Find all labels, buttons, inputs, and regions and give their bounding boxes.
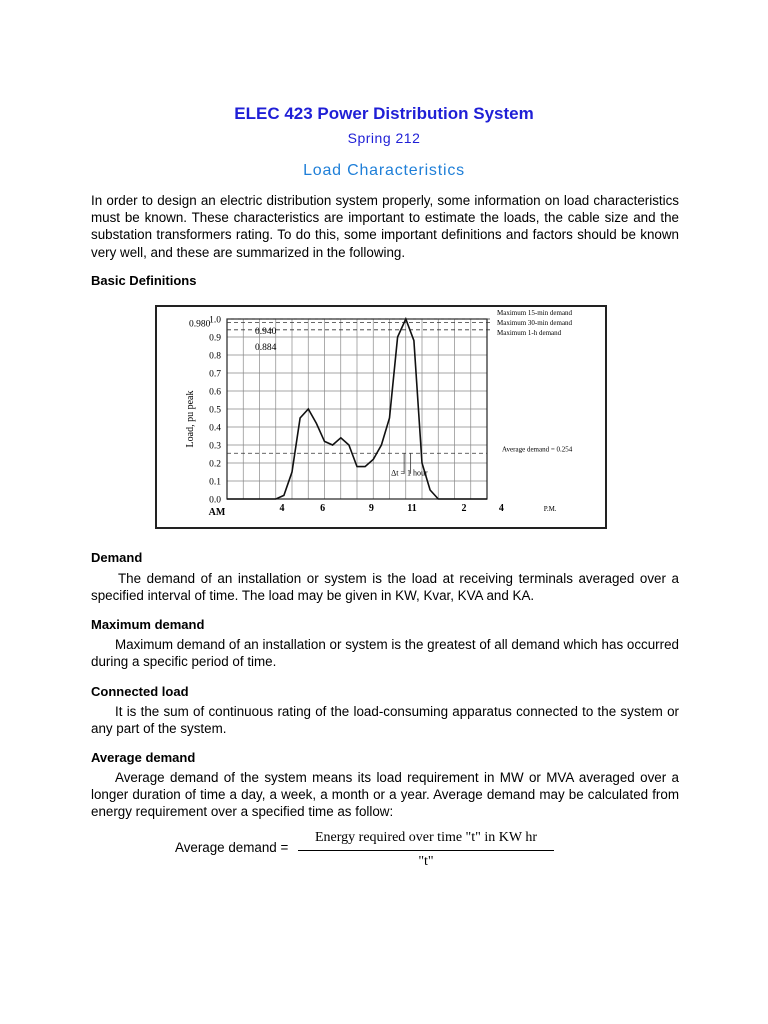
basic-definitions-heading: Basic Definitions — [91, 273, 197, 288]
formula-denominator: "t" — [418, 854, 434, 869]
average-demand-heading: Average demand — [91, 750, 196, 765]
maximum-demand-paragraph: Maximum demand of an installation or system is the greatest of all demand which has occurred during a specific period of time. — [91, 637, 679, 670]
x-tick-label: 11 — [407, 503, 417, 514]
y-tick-label: 0.8 — [209, 351, 221, 362]
fraction-bar — [298, 850, 554, 851]
average-demand-paragraph: Average demand of the system means its load requirement in MW or MVA averaged over a longer duration of time a day, a week, a month or a year. Average demand may be calculated from energy requirement over a specified time as follow: — [91, 770, 679, 820]
formula-numerator: Energy required over time "t" in KW hr — [314, 830, 538, 845]
demand-heading: Demand — [91, 550, 143, 565]
maximum-demand-heading: Maximum demand — [91, 617, 205, 632]
y-tick-label: 0.4 — [209, 423, 221, 434]
y-tick-label: 0.9 — [209, 333, 221, 344]
max-demand-label: Maximum 30-min demand — [497, 319, 573, 327]
max-demand-label: Maximum 1-h demand — [497, 329, 562, 337]
delta-t-label: Δt = 1 hour — [391, 468, 428, 478]
x-tick-label: 4 — [279, 503, 285, 514]
load-curve-figure — [155, 305, 607, 529]
y-tick-label: 0.1 — [209, 477, 221, 488]
x-tick-label: 2 — [461, 503, 467, 514]
marked-value-label: 0.980 — [189, 319, 211, 330]
y-tick-label: 0.5 — [209, 405, 221, 416]
semester-label: Spring 212 — [347, 130, 421, 146]
section-title: Load Characteristics — [303, 162, 465, 179]
connected-load-paragraph: It is the sum of continuous rating of the load-consuming apparatus connected to the system or any part of the system. — [91, 704, 679, 737]
formula-label: Average demand = — [175, 840, 289, 855]
marked-value-label: 0.940 — [255, 326, 277, 337]
max-demand-label: Maximum 15-min demand — [497, 309, 573, 317]
x-tick-label: 4 — [498, 503, 504, 514]
x-tick-label: P.M. — [543, 505, 557, 513]
y-tick-label: 1.0 — [209, 315, 221, 326]
connected-load-heading: Connected load — [91, 684, 189, 699]
y-tick-label: 0.6 — [209, 387, 221, 398]
marked-value-label: 0.884 — [255, 342, 277, 353]
average-demand-label: Average demand = 0.254 — [502, 445, 573, 454]
document-title: ELEC 423 Power Distribution System — [234, 104, 534, 123]
y-tick-label: 0.7 — [209, 369, 221, 380]
y-tick-label: 0.3 — [209, 441, 221, 452]
y-axis-label: Load, pu peak — [185, 390, 196, 448]
y-tick-label: 0.0 — [209, 495, 221, 506]
x-tick-label: AM — [208, 507, 226, 518]
demand-paragraph: The demand of an installation or system is the load at receiving terminals averaged over a specified interval of time. The load may be given in KW, Kvar, KVA and KA. — [91, 571, 679, 604]
x-tick-label: 6 — [320, 503, 326, 514]
load-curve-chart — [157, 307, 605, 527]
intro-paragraph: In order to design an electric distribution system properly, some information on load characteristics must be known. These characteristics are important to estimate the loads, the cable size and the substation transformers rating. To do this, some important definitions and factors should be known very well, and these are summarized in the following. — [91, 193, 679, 260]
y-tick-label: 0.2 — [209, 459, 221, 470]
x-tick-label: 9 — [368, 503, 374, 514]
